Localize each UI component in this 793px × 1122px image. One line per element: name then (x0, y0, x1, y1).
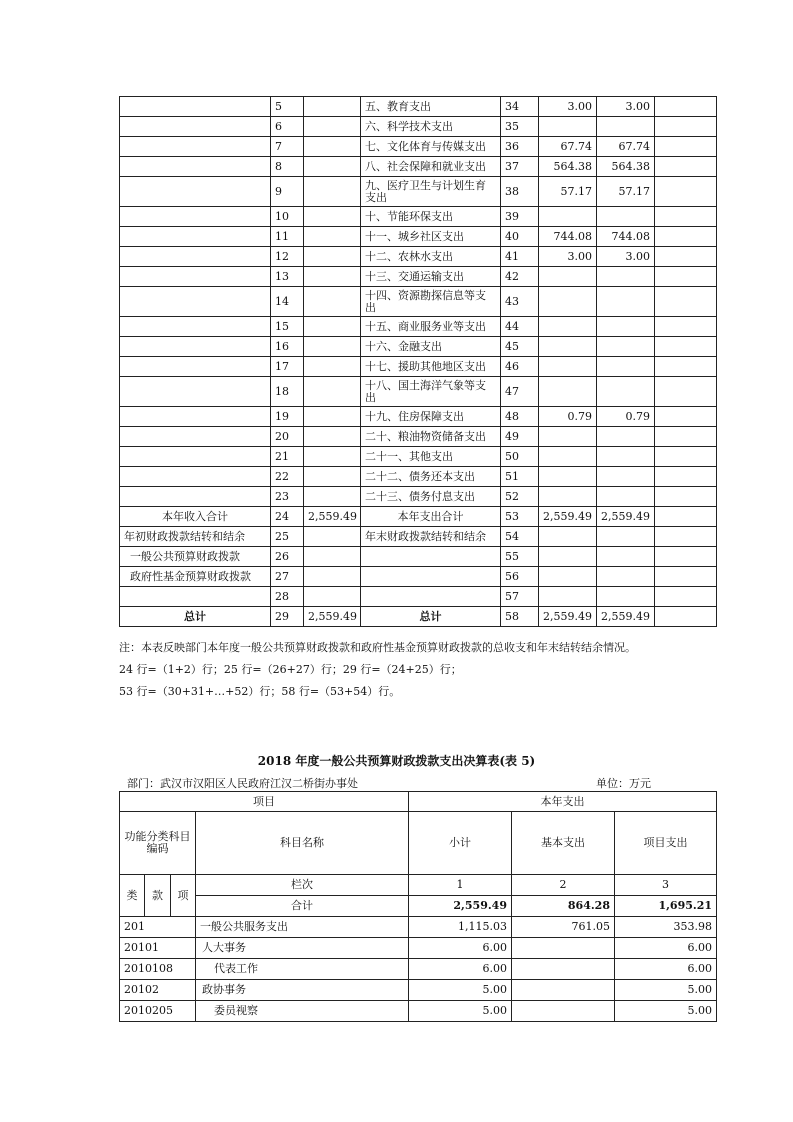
cell-v3: 353.98 (615, 917, 717, 938)
cell-v2 (597, 287, 655, 317)
table-row (120, 587, 717, 607)
cell-right-num: 52 (501, 487, 539, 507)
col-1: 1 (409, 875, 512, 896)
cell-v1: 5.00 (409, 1001, 512, 1022)
cell-right-num: 38 (501, 177, 539, 207)
cell-code: 20102 (120, 980, 196, 1001)
cell-v2 (597, 447, 655, 467)
cell-right-label: 十七、援助其他地区支出 (361, 357, 501, 377)
cell-v2: 3.00 (597, 247, 655, 267)
cell-right-label: 七、文化体育与传媒支出 (361, 137, 501, 157)
cell-v1 (539, 527, 597, 547)
department-label: 部门：武汉市汉阳区人民政府江汉二桥街办事处 (127, 777, 358, 790)
cell-right-num: 40 (501, 227, 539, 247)
cell-code: 2010108 (120, 959, 196, 980)
cell-v2 (512, 1001, 615, 1022)
table-row (120, 467, 717, 487)
cell-code: 201 (120, 917, 196, 938)
cell-v1: 3.00 (539, 97, 597, 117)
cell-v3 (655, 487, 717, 507)
cell-v2 (597, 587, 655, 607)
cell-left-val (304, 227, 361, 247)
table-row (120, 317, 717, 337)
cell-left-label: 政府性基金预算财政拨款 (120, 567, 271, 587)
cell-right-label: 本年支出合计 (361, 507, 501, 527)
cell-left-label (120, 267, 271, 287)
cell-v3 (655, 97, 717, 117)
cell-right-num: 41 (501, 247, 539, 267)
table-row (120, 207, 717, 227)
cell-v3 (655, 527, 717, 547)
cell-v1: 2,559.49 (539, 507, 597, 527)
cell-right-num: 47 (501, 377, 539, 407)
cell-v2 (597, 377, 655, 407)
general-budget-expense-table (119, 791, 717, 1022)
cell-left-label: 年初财政拨款结转和结余 (120, 527, 271, 547)
cell-left-val (304, 357, 361, 377)
cell-left-val (304, 317, 361, 337)
table-row (120, 507, 717, 527)
cell-v2 (512, 938, 615, 959)
cell-left-num: 22 (271, 467, 304, 487)
cell-v1 (539, 547, 597, 567)
cell-left-val (304, 337, 361, 357)
cell-left-val (304, 117, 361, 137)
cell-right-num: 34 (501, 97, 539, 117)
cell-left-val (304, 177, 361, 207)
table-row (120, 177, 717, 207)
cell-v3 (655, 177, 717, 207)
cell-v2 (597, 427, 655, 447)
cell-v1: 564.38 (539, 157, 597, 177)
cell-left-num: 19 (271, 407, 304, 427)
cell-right-label: 二十三、债务付息支出 (361, 487, 501, 507)
total-label: 合计 (196, 896, 409, 917)
cell-right-label (361, 587, 501, 607)
cell-left-val (304, 527, 361, 547)
cell-left-label (120, 467, 271, 487)
header-col-index: 栏次 (196, 875, 409, 896)
cell-left-label (120, 227, 271, 247)
table-row (120, 407, 717, 427)
cell-v3 (655, 337, 717, 357)
cell-left-label (120, 337, 271, 357)
cell-left-label (120, 207, 271, 227)
cell-v3 (655, 157, 717, 177)
cell-left-val (304, 247, 361, 267)
header-func-code: 功能分类科目编码 (120, 812, 196, 875)
cell-right-num: 44 (501, 317, 539, 337)
header-proj: 项目支出 (615, 812, 717, 875)
table5-title: 2018 年度一般公共预算财政拨款支出决算表(表 5) (257, 754, 536, 768)
cell-left-num: 28 (271, 587, 304, 607)
cell-left-num: 17 (271, 357, 304, 377)
cell-name: 委员视察 (196, 1001, 409, 1022)
table-row (120, 137, 717, 157)
cell-left-label (120, 137, 271, 157)
table-note-formula-2: 53 行=（30+31+…+52）行；58 行=（53+54）行。 (119, 685, 401, 698)
cell-left-label (120, 287, 271, 317)
cell-v1 (539, 357, 597, 377)
total-subtotal: 2,559.49 (409, 896, 512, 917)
cell-v1 (539, 487, 597, 507)
cell-v1 (539, 267, 597, 287)
cell-v2: 2,559.49 (597, 607, 655, 627)
cell-left-val: 2,559.49 (304, 607, 361, 627)
table-note-formula-1: 24 行=（1+2）行；25 行=（26+27）行；29 行=（24+25）行； (119, 663, 462, 676)
table-row (120, 267, 717, 287)
cell-v1 (539, 117, 597, 137)
cell-left-num: 14 (271, 287, 304, 317)
table-row (120, 567, 717, 587)
cell-right-label: 五、教育支出 (361, 97, 501, 117)
cell-v3 (655, 247, 717, 267)
cell-v2: 0.79 (597, 407, 655, 427)
cell-v1: 6.00 (409, 938, 512, 959)
cell-left-val (304, 487, 361, 507)
table-row (120, 337, 717, 357)
cell-right-label: 年末财政拨款结转和结余 (361, 527, 501, 547)
cell-right-label (361, 567, 501, 587)
cell-v2 (597, 467, 655, 487)
cell-right-label: 六、科学技术支出 (361, 117, 501, 137)
cell-right-label: 八、社会保障和就业支出 (361, 157, 501, 177)
cell-left-num: 12 (271, 247, 304, 267)
cell-v2: 3.00 (597, 97, 655, 117)
cell-left-val (304, 547, 361, 567)
cell-left-num: 15 (271, 317, 304, 337)
table-row (120, 607, 717, 627)
cell-right-num: 42 (501, 267, 539, 287)
cell-left-label (120, 487, 271, 507)
cell-code: 20101 (120, 938, 196, 959)
total-proj: 1,695.21 (615, 896, 717, 917)
cell-left-num: 18 (271, 377, 304, 407)
cell-left-label (120, 357, 271, 377)
col-2: 2 (512, 875, 615, 896)
cell-v2 (597, 527, 655, 547)
income-expense-table (119, 96, 717, 627)
cell-right-num: 48 (501, 407, 539, 427)
cell-v1 (539, 377, 597, 407)
cell-right-num: 57 (501, 587, 539, 607)
header-xiang: 项 (171, 875, 196, 917)
cell-left-num: 27 (271, 567, 304, 587)
cell-right-label: 十三、交通运输支出 (361, 267, 501, 287)
cell-right-num: 45 (501, 337, 539, 357)
cell-v2: 2,559.49 (597, 507, 655, 527)
cell-left-label (120, 317, 271, 337)
table-row (120, 377, 717, 407)
cell-right-num: 56 (501, 567, 539, 587)
table-row (120, 1001, 717, 1022)
table-row (120, 487, 717, 507)
cell-v2 (597, 267, 655, 287)
header-subtotal: 小计 (409, 812, 512, 875)
cell-v1: 1,115.03 (409, 917, 512, 938)
cell-right-label: 九、医疗卫生与计划生育支出 (361, 177, 501, 207)
cell-v2 (597, 547, 655, 567)
cell-right-label: 二十二、债务还本支出 (361, 467, 501, 487)
cell-v2: 67.74 (597, 137, 655, 157)
cell-v1: 3.00 (539, 247, 597, 267)
table-row (120, 227, 717, 247)
cell-right-label: 十九、住房保障支出 (361, 407, 501, 427)
cell-right-num: 43 (501, 287, 539, 317)
cell-v1: 57.17 (539, 177, 597, 207)
cell-v2: 744.08 (597, 227, 655, 247)
cell-v3 (655, 507, 717, 527)
cell-v1: 67.74 (539, 137, 597, 157)
cell-right-label: 二十一、其他支出 (361, 447, 501, 467)
cell-right-label: 十八、国土海洋气象等支出 (361, 377, 501, 407)
cell-right-num: 50 (501, 447, 539, 467)
cell-v2 (597, 567, 655, 587)
cell-v3 (655, 207, 717, 227)
header-kuan: 款 (145, 875, 171, 917)
cell-right-num: 55 (501, 547, 539, 567)
cell-left-num: 8 (271, 157, 304, 177)
cell-left-val (304, 157, 361, 177)
cell-left-val (304, 427, 361, 447)
table-row (120, 97, 717, 117)
cell-left-val (304, 587, 361, 607)
cell-right-label (361, 547, 501, 567)
cell-v1 (539, 427, 597, 447)
cell-left-val (304, 447, 361, 467)
cell-left-num: 29 (271, 607, 304, 627)
cell-right-num: 49 (501, 427, 539, 447)
cell-left-num: 13 (271, 267, 304, 287)
table-row (120, 357, 717, 377)
cell-right-num: 46 (501, 357, 539, 377)
cell-v3 (655, 137, 717, 157)
cell-v2 (512, 980, 615, 1001)
cell-left-val (304, 467, 361, 487)
cell-left-label (120, 377, 271, 407)
total-basic: 864.28 (512, 896, 615, 917)
cell-v3 (655, 407, 717, 427)
table-row (120, 959, 717, 980)
cell-v2 (597, 487, 655, 507)
cell-v1 (539, 567, 597, 587)
cell-left-label (120, 97, 271, 117)
cell-v3 (655, 467, 717, 487)
cell-left-label (120, 407, 271, 427)
cell-left-num: 7 (271, 137, 304, 157)
cell-v2 (597, 117, 655, 137)
cell-left-num: 26 (271, 547, 304, 567)
table-row (120, 938, 717, 959)
cell-left-num: 16 (271, 337, 304, 357)
col-3: 3 (615, 875, 717, 896)
cell-left-val (304, 137, 361, 157)
cell-v3 (655, 357, 717, 377)
cell-right-label: 十五、商业服务业等支出 (361, 317, 501, 337)
cell-v2 (597, 207, 655, 227)
cell-v3 (655, 227, 717, 247)
cell-v2: 57.17 (597, 177, 655, 207)
cell-left-label (120, 177, 271, 207)
cell-v3 (655, 267, 717, 287)
cell-left-label (120, 427, 271, 447)
cell-v2: 761.05 (512, 917, 615, 938)
header-lei: 类 (120, 875, 145, 917)
cell-v3 (655, 587, 717, 607)
cell-left-val: 2,559.49 (304, 507, 361, 527)
cell-right-num: 53 (501, 507, 539, 527)
cell-v1 (539, 587, 597, 607)
unit-label: 单位：万元 (596, 777, 651, 790)
cell-name: 政协事务 (196, 980, 409, 1001)
table-note: 注：本表反映部门本年度一般公共预算财政拨款和政府性基金预算财政拨款的总收支和年末结转结余情况。 (119, 641, 636, 654)
cell-left-num: 20 (271, 427, 304, 447)
cell-left-val (304, 287, 361, 317)
cell-v3 (655, 547, 717, 567)
cell-left-num: 10 (271, 207, 304, 227)
cell-v1 (539, 337, 597, 357)
header-project: 项目 (120, 792, 409, 812)
cell-right-num: 37 (501, 157, 539, 177)
cell-right-label: 二十、粮油物资储备支出 (361, 427, 501, 447)
cell-left-label (120, 117, 271, 137)
table-row (120, 980, 717, 1001)
table-row (120, 117, 717, 137)
cell-v1 (539, 317, 597, 337)
cell-left-num: 21 (271, 447, 304, 467)
table-row (120, 547, 717, 567)
cell-v3: 6.00 (615, 959, 717, 980)
table-row (120, 247, 717, 267)
cell-v1 (539, 467, 597, 487)
cell-right-label: 十六、金融支出 (361, 337, 501, 357)
cell-left-num: 9 (271, 177, 304, 207)
cell-left-label: 一般公共预算财政拨款 (120, 547, 271, 567)
cell-v2 (512, 959, 615, 980)
cell-v3 (655, 567, 717, 587)
cell-right-num: 36 (501, 137, 539, 157)
cell-v3 (655, 607, 717, 627)
table-row (120, 427, 717, 447)
table-row (120, 527, 717, 547)
cell-v2: 564.38 (597, 157, 655, 177)
cell-left-num: 11 (271, 227, 304, 247)
cell-v1 (539, 287, 597, 317)
cell-v3 (655, 317, 717, 337)
cell-v3 (655, 117, 717, 137)
cell-right-num: 35 (501, 117, 539, 137)
cell-right-num: 58 (501, 607, 539, 627)
cell-right-num: 39 (501, 207, 539, 227)
cell-v2 (597, 337, 655, 357)
cell-left-num: 25 (271, 527, 304, 547)
cell-right-label: 十二、农林水支出 (361, 247, 501, 267)
cell-v2 (597, 357, 655, 377)
cell-v1: 5.00 (409, 980, 512, 1001)
cell-right-num: 51 (501, 467, 539, 487)
cell-right-num: 54 (501, 527, 539, 547)
cell-v1: 6.00 (409, 959, 512, 980)
cell-right-label: 十四、资源勘探信息等支出 (361, 287, 501, 317)
cell-v1 (539, 447, 597, 467)
cell-v3: 5.00 (615, 980, 717, 1001)
cell-left-val (304, 267, 361, 287)
cell-v1: 0.79 (539, 407, 597, 427)
cell-v2 (597, 317, 655, 337)
cell-v3 (655, 427, 717, 447)
cell-left-label (120, 447, 271, 467)
cell-right-label: 总计 (361, 607, 501, 627)
header-current-expense: 本年支出 (409, 792, 717, 812)
cell-name: 代表工作 (196, 959, 409, 980)
cell-name: 一般公共服务支出 (196, 917, 409, 938)
table-row (120, 157, 717, 177)
cell-left-label (120, 157, 271, 177)
cell-left-val (304, 207, 361, 227)
cell-v3 (655, 447, 717, 467)
cell-left-num: 5 (271, 97, 304, 117)
cell-v3: 6.00 (615, 938, 717, 959)
cell-left-val (304, 97, 361, 117)
cell-v3 (655, 287, 717, 317)
cell-v3: 5.00 (615, 1001, 717, 1022)
cell-v1 (539, 207, 597, 227)
cell-right-label: 十一、城乡社区支出 (361, 227, 501, 247)
cell-left-num: 23 (271, 487, 304, 507)
cell-v1: 744.08 (539, 227, 597, 247)
cell-left-val (304, 377, 361, 407)
cell-left-label: 本年收入合计 (120, 507, 271, 527)
cell-left-label: 总计 (120, 607, 271, 627)
cell-left-val (304, 407, 361, 427)
header-basic: 基本支出 (512, 812, 615, 875)
header-subject-name: 科目名称 (196, 812, 409, 875)
cell-left-num: 24 (271, 507, 304, 527)
cell-left-val (304, 567, 361, 587)
table-row (120, 917, 717, 938)
cell-v3 (655, 377, 717, 407)
cell-right-label: 十、节能环保支出 (361, 207, 501, 227)
cell-code: 2010205 (120, 1001, 196, 1022)
cell-left-label (120, 247, 271, 267)
table-row (120, 447, 717, 467)
cell-v1: 2,559.49 (539, 607, 597, 627)
cell-left-label (120, 587, 271, 607)
table-row (120, 287, 717, 317)
cell-name: 人大事务 (196, 938, 409, 959)
cell-left-num: 6 (271, 117, 304, 137)
